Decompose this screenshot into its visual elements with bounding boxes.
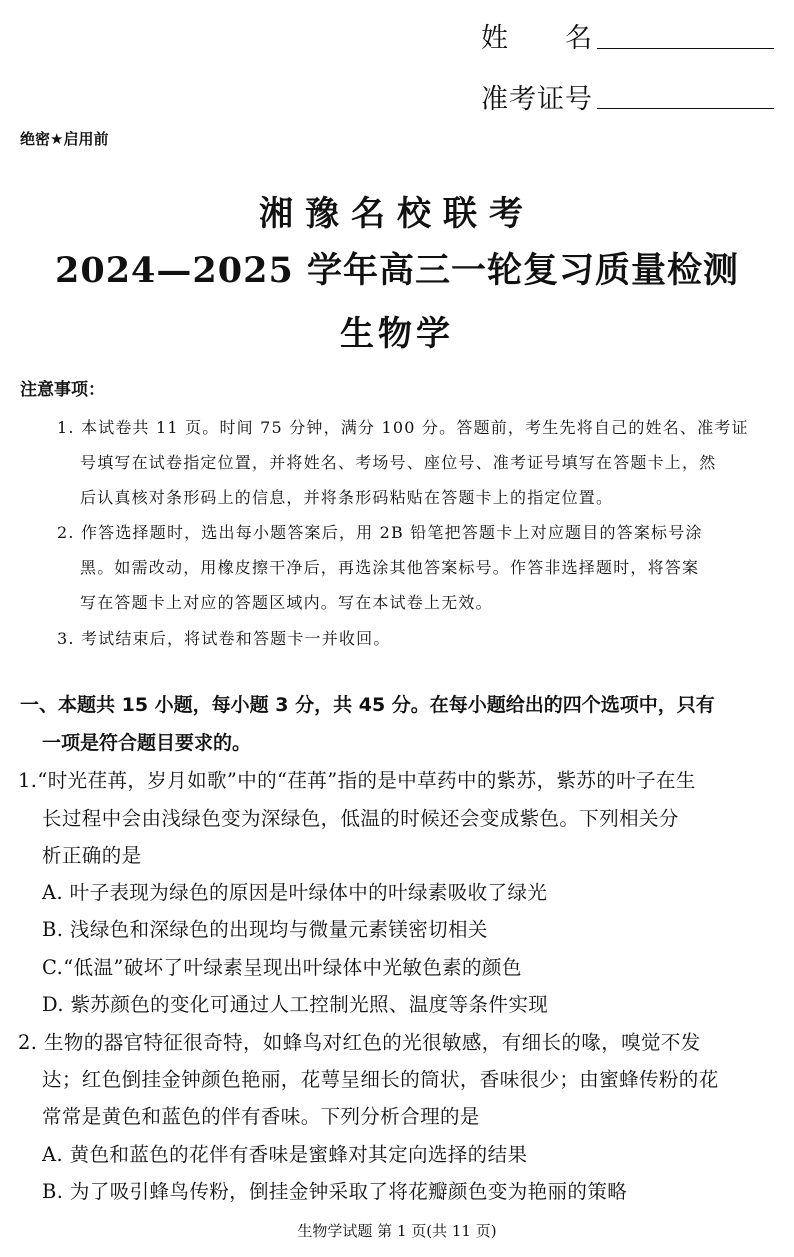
page-footer: 生物学试题 第 1 页(共 11 页) bbox=[297, 1222, 497, 1240]
note-line: 后认真核对条形码上的信息，并将条形码粘贴在答题卡上的指定位置。 bbox=[80, 488, 614, 507]
exam-title-line1: 湘豫名校联考 bbox=[259, 194, 535, 234]
question-1-option-d[interactable]: D. 紫苏颜色的变化可通过人工控制光照、温度等条件实现 bbox=[42, 993, 549, 1016]
note-line: 1. 本试卷共 11 页。时间 75 分钟，满分 100 分。答题前，考生先将自己的姓名、准考证 bbox=[57, 418, 749, 437]
question-2-stem: 常常是黄色和蓝色的伴有香味。下列分析合理的是 bbox=[42, 1105, 480, 1128]
question-2-option-a[interactable]: A. 黄色和蓝色的花伴有香味是蜜蜂对其定向选择的结果 bbox=[42, 1143, 528, 1166]
exam-id-label: 准考证号 bbox=[481, 84, 593, 115]
question-1-option-c[interactable]: C.“低温”破坏了叶绿素呈现出叶绿体中光敏色素的颜色 bbox=[42, 956, 522, 979]
section-heading-cont: 一项是符合题目要求的。 bbox=[42, 732, 252, 754]
question-2-stem: 达；红色倒挂金钟颜色艳丽，花萼呈细长的筒状，香味很少；由蜜蜂传粉的花 bbox=[42, 1068, 719, 1091]
notes-heading: 注意事项： bbox=[20, 380, 105, 400]
question-1-stem: 1.“时光荏苒，岁月如歌”中的“荏苒”指的是中草药中的紫苏，紫苏的叶子在生 bbox=[18, 769, 696, 792]
section-heading: 一、本题共 15 小题，每小题 3 分，共 45 分。在每小题给出的四个选项中，只有 bbox=[20, 694, 715, 716]
question-1-stem: 长过程中会由浅绿色变为深绿色，低温的时候还会变成紫色。下列相关分 bbox=[42, 807, 679, 830]
question-1-option-a[interactable]: A. 叶子表现为绿色的原因是叶绿体中的叶绿素吸收了绿光 bbox=[42, 881, 548, 904]
question-1-stem: 析正确的是 bbox=[42, 844, 142, 867]
confidential-mark: 绝密★启用前 bbox=[20, 130, 109, 148]
note-line: 2. 作答选择题时，选出每小题答案后，用 2B 铅笔把答题卡上对应题目的答案标号涂 bbox=[57, 523, 703, 542]
note-line: 3. 考试结束后，将试卷和答题卡一并收回。 bbox=[57, 629, 391, 648]
question-2-option-b[interactable]: B. 为了吸引蜂鸟传粉，倒挂金钟采取了将花瓣颜色变为艳丽的策略 bbox=[42, 1180, 628, 1203]
question-2-stem: 2. 生物的器官特征很奇特，如蜂鸟对红色的光很敏感，有细长的喙，嗅觉不发 bbox=[18, 1031, 701, 1054]
note-line: 号填写在试卷指定位置，并将姓名、考场号、座位号、准考证号填写在答题卡上，然 bbox=[80, 453, 717, 472]
question-1-option-b[interactable]: B. 浅绿色和深绿色的出现均与微量元素镁密切相关 bbox=[42, 918, 488, 941]
exam-title-line2: 2024—2025 学年高三一轮复习质量检测 bbox=[54, 250, 739, 291]
note-line: 写在答题卡上对应的答题区域内。写在本试卷上无效。 bbox=[80, 593, 493, 612]
note-line: 黑。如需改动，用橡皮擦干净后，再选涂其他答案标号。作答非选择题时，将答案 bbox=[80, 558, 700, 577]
name-field-line[interactable] bbox=[597, 48, 774, 49]
subject-title: 生物学 bbox=[340, 314, 454, 354]
name-label: 姓 名 bbox=[481, 23, 593, 54]
exam-id-field-line[interactable] bbox=[597, 108, 774, 109]
